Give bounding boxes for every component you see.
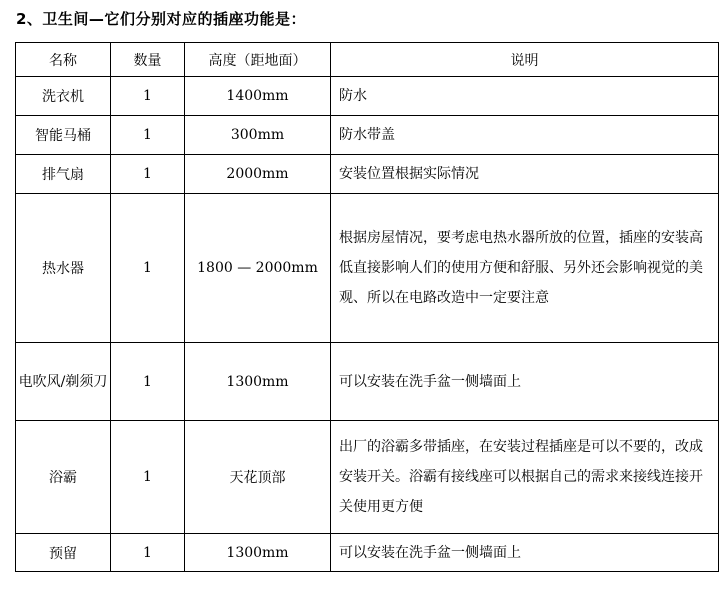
cell-qty: 1 — [111, 343, 185, 421]
header-qty: 数量 — [111, 43, 185, 77]
table-row — [16, 421, 719, 534]
table-row — [16, 343, 719, 421]
cell-height: 1800 — 2000mm — [185, 194, 331, 343]
table-header-row — [16, 43, 719, 77]
cell-desc: 出厂的浴霸多带插座，在安装过程插座是可以不要的，改成安装开关。浴霸有接线座可以根据自己的需求来接线连接开关使用更方便 — [331, 421, 719, 534]
table-row — [16, 155, 719, 194]
cell-name: 浴霸 — [16, 421, 111, 534]
cell-height: 天花顶部 — [185, 421, 331, 534]
table-row — [16, 77, 719, 116]
cell-name: 热水器 — [16, 194, 111, 343]
table-row — [16, 194, 719, 343]
cell-desc: 根据房屋情况，要考虑电热水器所放的位置，插座的安装高低直接影响人们的使用方便和舒服、另外还会影响视觉的美观、所以在电路改造中一定要注意 — [331, 194, 719, 343]
cell-height: 300mm — [185, 116, 331, 155]
cell-qty: 1 — [111, 534, 185, 572]
cell-name: 电吹风/剃须刀 — [16, 343, 111, 421]
cell-qty: 1 — [111, 194, 185, 343]
cell-qty: 1 — [111, 77, 185, 116]
cell-height: 1400mm — [185, 77, 331, 116]
cell-name: 预留 — [16, 534, 111, 572]
table-row — [16, 534, 719, 572]
cell-qty: 1 — [111, 155, 185, 194]
table-row — [16, 116, 719, 155]
cell-desc: 防水带盖 — [331, 116, 719, 155]
socket-table — [15, 42, 719, 572]
cell-name: 排气扇 — [16, 155, 111, 194]
cell-desc: 安装位置根据实际情况 — [331, 155, 719, 194]
header-name: 名称 — [16, 43, 111, 77]
cell-height: 2000mm — [185, 155, 331, 194]
faint-watermark — [544, 580, 714, 594]
header-height: 高度（距地面） — [185, 43, 331, 77]
cell-qty: 1 — [111, 116, 185, 155]
cell-desc: 可以安装在洗手盆一侧墙面上 — [331, 343, 719, 421]
cell-name: 智能马桶 — [16, 116, 111, 155]
cell-name: 洗衣机 — [16, 77, 111, 116]
header-desc: 说明 — [331, 43, 719, 77]
cell-height: 1300mm — [185, 534, 331, 572]
cell-qty: 1 — [111, 421, 185, 534]
cell-desc: 可以安装在洗手盆一侧墙面上 — [331, 534, 719, 572]
cell-desc: 防水 — [331, 77, 719, 116]
cell-height: 1300mm — [185, 343, 331, 421]
section-title: 2、卫生间—它们分别对应的插座功能是： — [16, 10, 306, 28]
